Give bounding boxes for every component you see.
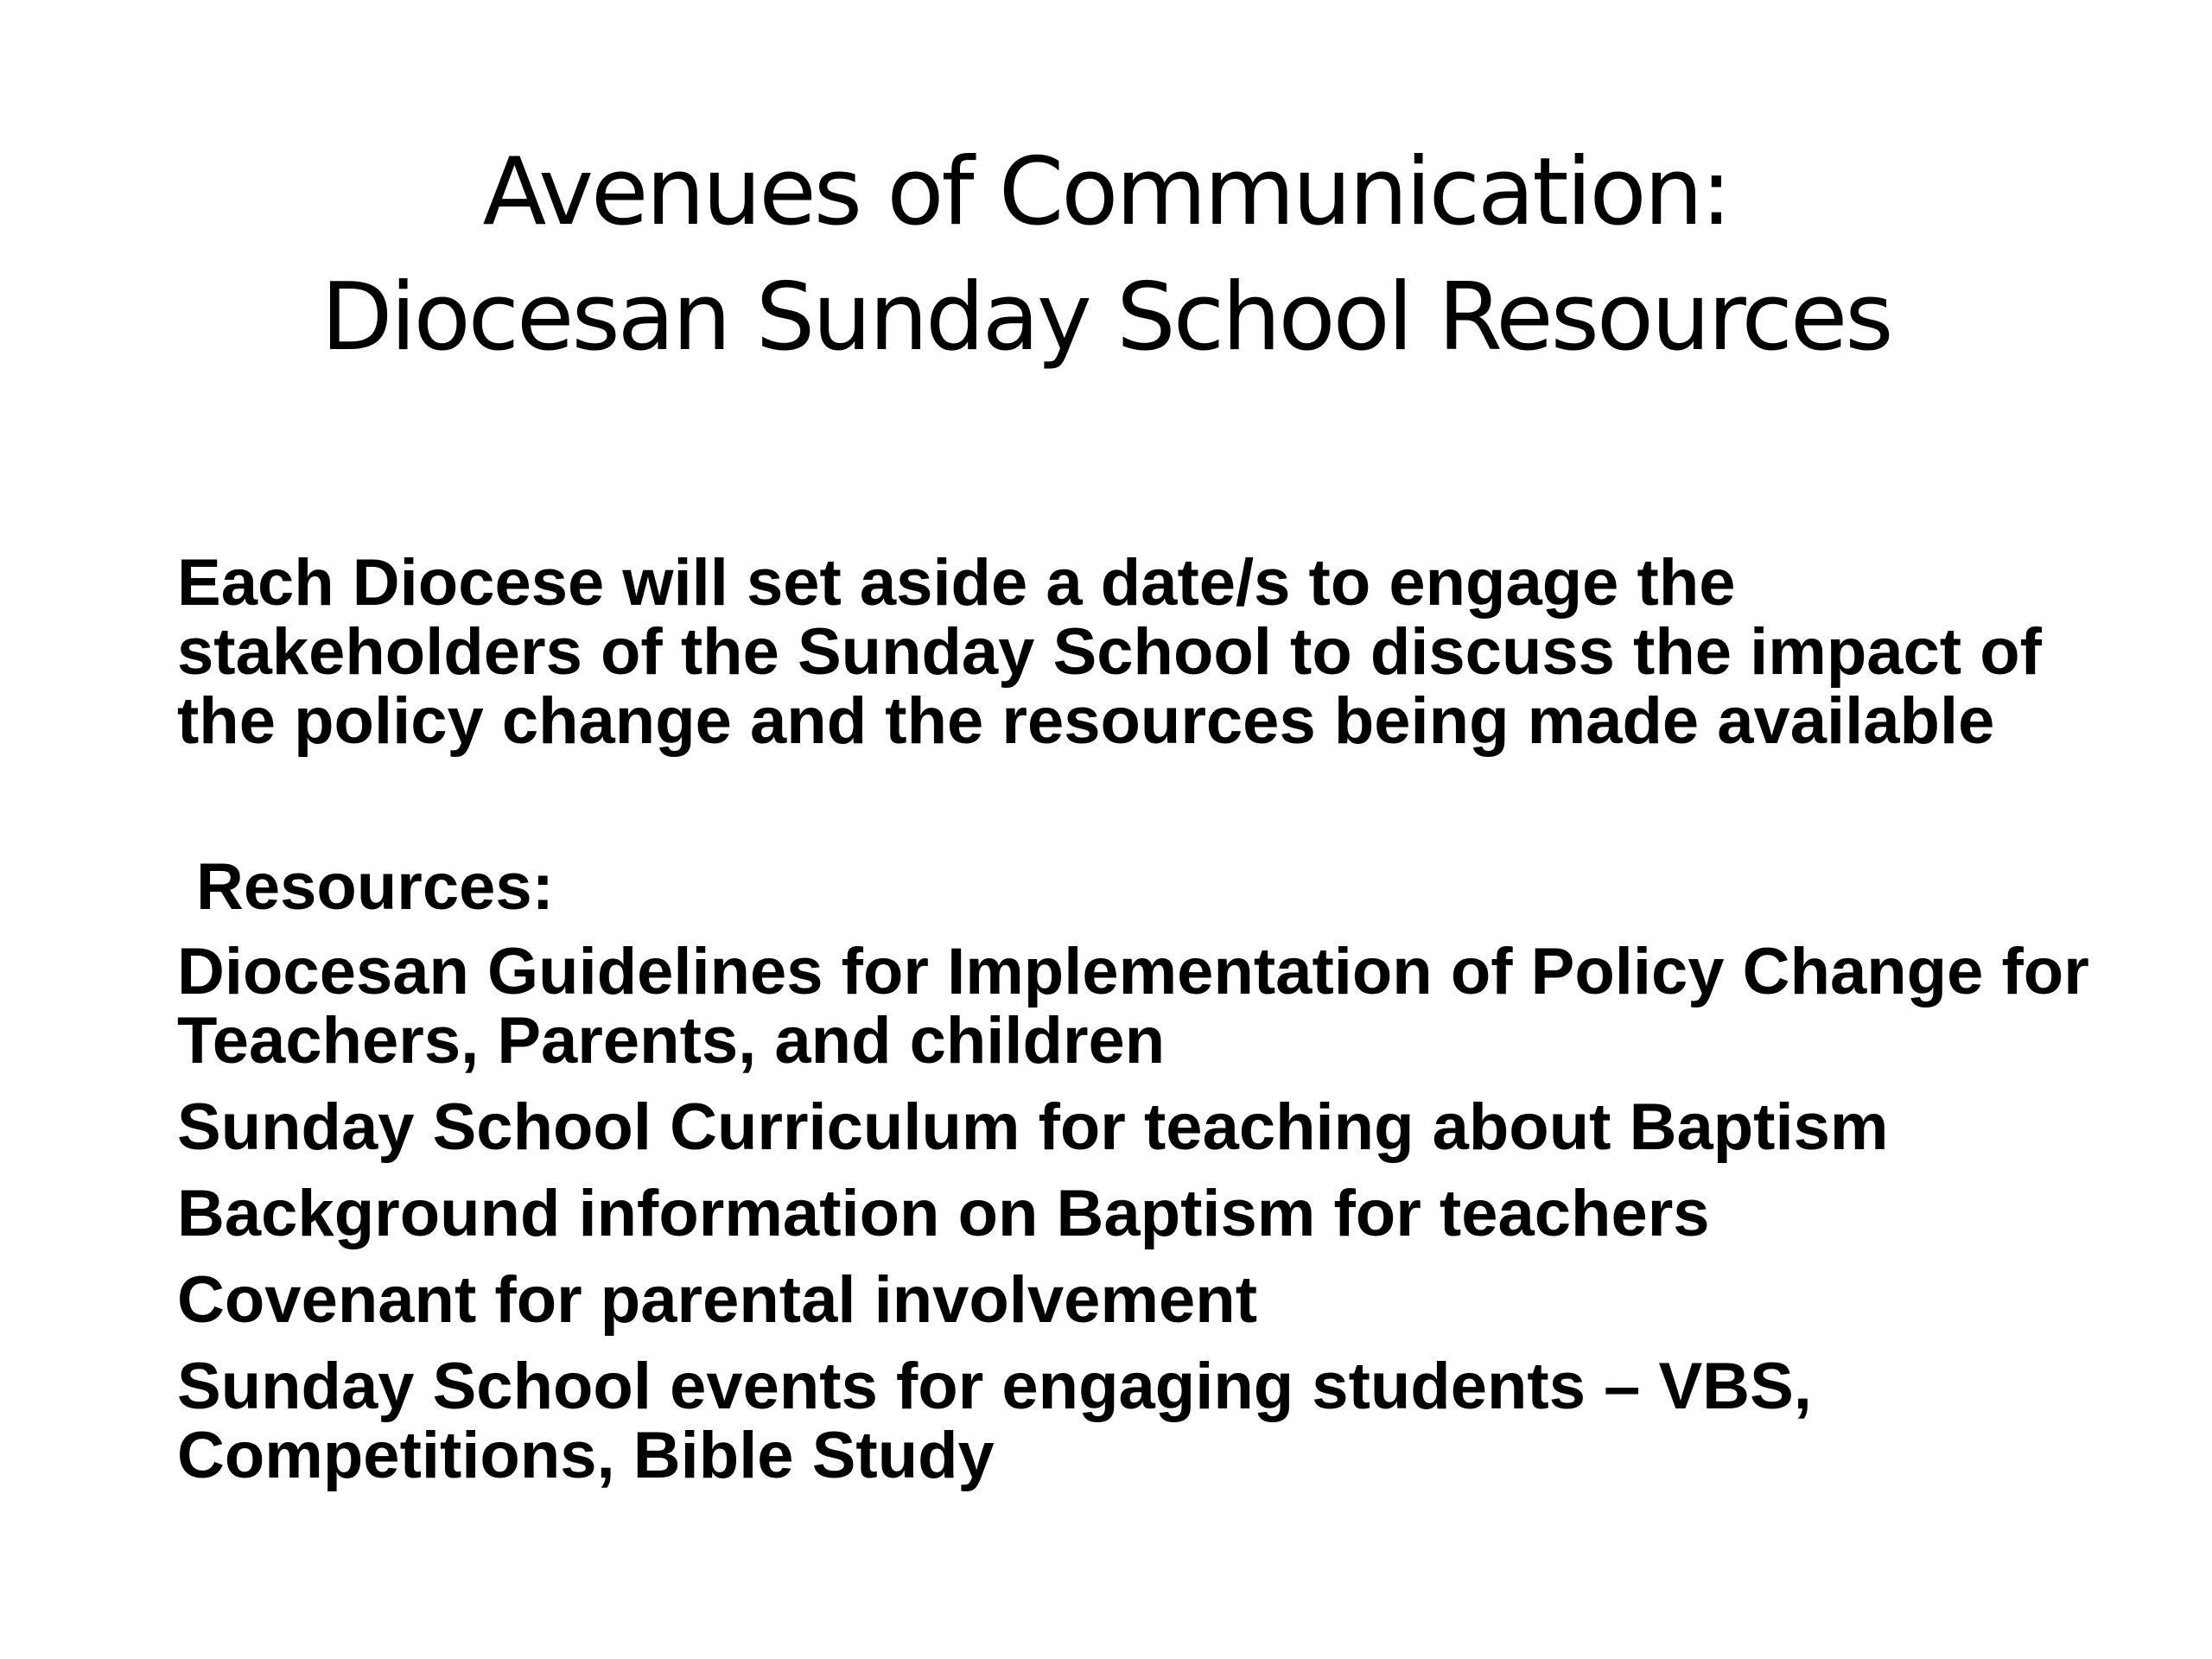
slide-title xyxy=(0,130,2212,380)
title-line-1: Avenues of Communication: xyxy=(482,138,1730,246)
resource-list xyxy=(177,935,2121,1492)
resource-item-guidelines: Diocesan Guidelines for Implementation of Policy Change for Teachers, Parents, and children xyxy=(177,935,2089,1077)
resource-item-covenant: Covenant for parental involvement xyxy=(177,1263,1258,1337)
resources-heading: Resources: xyxy=(196,850,554,924)
title-line-2: Diocesan Sunday School Resources xyxy=(321,264,1891,372)
resource-item-background: Background information on Baptism for teachers xyxy=(177,1177,1710,1250)
slide-body xyxy=(177,546,2121,1508)
intro-paragraph: Each Diocese will set aside a date/s to engage the stakeholders of the Sunday School to discuss the impact of the policy change and the resources being made available xyxy=(177,546,2042,758)
resource-item-curriculum: Sunday School Curriculum for teaching about Baptism xyxy=(177,1090,1889,1164)
resource-item-events: Sunday School events for engaging students – VBS, Competitions, Bible Study xyxy=(177,1350,1812,1492)
